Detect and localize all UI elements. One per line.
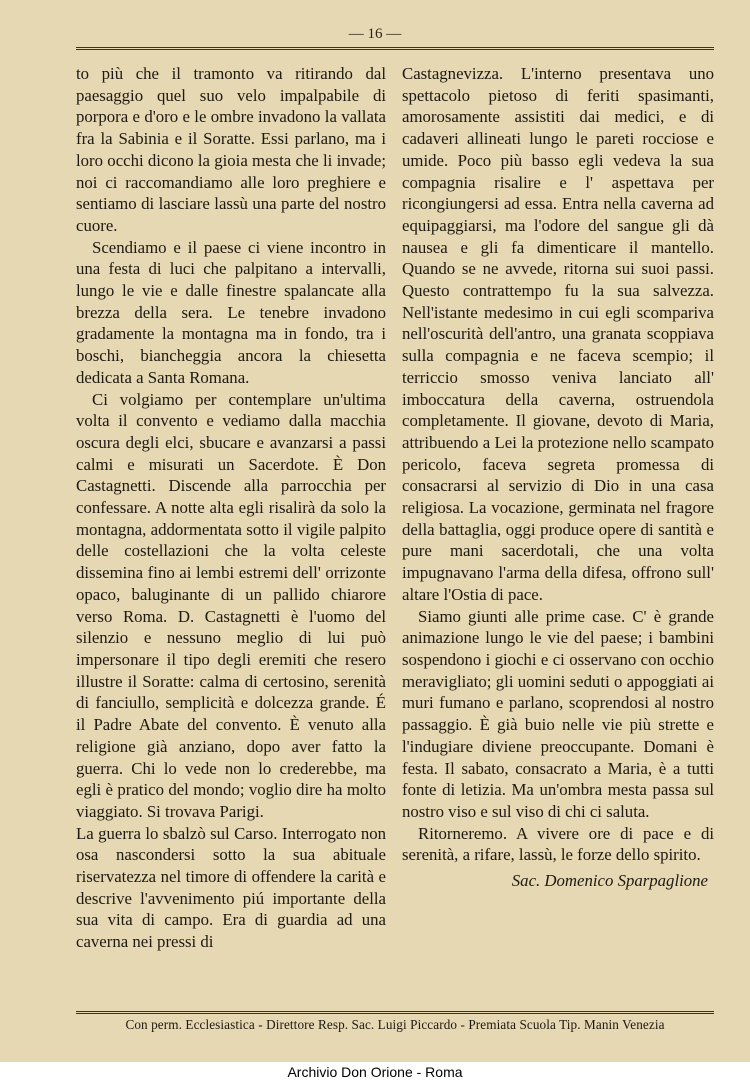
right-column: [402, 63, 714, 892]
paragraph: to più che il tramonto va ritirando dal paesaggio quel suo velo impalpabile di porpora e d'oro e le ombre invadono la vallata fra la Sabinia e il Soratte. Essi parlano, ma i loro occhi dicono la gioia mesta che li invade; noi ci raccomandiamo alle loro preghiere e sentiamo di lasciare lassù una parte del nostro cuore.: [76, 64, 386, 235]
archive-caption: Archivio Don Orione - Roma: [287, 1064, 463, 1080]
page-number: — 16 —: [348, 26, 402, 42]
paragraph: Scendiamo e il paese ci viene incontro in una festa di luci che palpitano a intervalli, lungo le vie e dalle finestre spalancate alla brezza della sera. Le tenebre invadono gradamente la montagna ma in fondo, tra i boschi, biancheggia ancora la chiesetta dedicata a Santa Romana.: [76, 237, 386, 387]
author-signature: Sac. Domenico Sparpaglione: [511, 871, 708, 891]
paragraph: Castagnevizza. L'interno presentava uno spettacolo pietoso di feriti spasimanti, amorosamente assistiti dai medici, e di cadaveri allineati lungo le pareti rocciose e umide. Poco più basso egli vedeva la sua compagnia risalire e l' aspettava per ricongiungersi ad essa. Entra nella caverna ad equipaggiarsi, ma l'odore del sangue gli dà nausea e gli fa dimenticare il mantello. Quando se ne avvede, ritorna sui suoi passi. Questo contrattempo fu la sua salvezza. Nell'istante medesimo in cui egli scompariva nell'oscurità dell'antro, una granata scoppiava sulla compagnia e ne faceva scempio; il terriccio smosso veniva lanciato all' imboccatura della caverna, ostruendola completamente. Il giovane, devoto di Maria, attribuendo a Lei la protezione nello scampato pericolo, faceva segreta promessa di consacrarsi al servizio di Dio in una casa religiosa. La vocazione, germinata nel fragore della battaglia, oggi produce opere di santità e pure mani sacerdotali, che una volta impugnavano l'arma della difesa, offrono sull' altare l'Ostia di pace.: [402, 64, 714, 604]
paragraph: Siamo giunti alle prime case. C' è grande animazione lungo le vie del paese; i bambini sospendono i giochi e ci osservano con occhio meravigliato; gli uomini seduti o appoggiati ai muri fumano e parlano, scoprendosi al nostro passaggio. È già buio nelle vie più strette e l'indugiare diviene preoccupante. Domani è festa. Il sabato, consacrato a Maria, è a tutti fonte di letizia. Ma un'ombra mesta passa sul nostro viso e sul viso di chi ci saluta.: [402, 606, 714, 821]
footer-rule: [76, 1011, 714, 1014]
header-rule: [76, 47, 714, 50]
paragraph: La guerra lo sbalzò sul Carso. Interrogato non osa nascondersi sotto la sua abituale riservatezza nel timore di offendere la carità e descrive l'avvenimento piú importante della sua vita di campo. Era di guardia ad una caverna nei pressi di: [76, 823, 386, 952]
paragraph: Ritorneremo. A vivere ore di pace e di serenità, a rifare, lassù, le forze dello spirito.: [402, 823, 714, 865]
paragraph: Ci volgiamo per contemplare un'ultima volta il convento e vediamo dalla macchia oscura degli elci, sbucare e avanzarsi a passi calmi e misurati un Sacerdote. È Don Castagnetti. Discende alla parrocchia per confessare. A notte alta egli risalirà da solo la montagna, addormentata sotto il vigile palpito delle costellazioni che la volta celeste dissemina fino ai lembi estremi dell' orrizonte opaco, baluginante di un pallido chiarore verso Roma. D. Castagnetti è l'uomo del silenzio e nessuno meglio di lui può impersonare il tipo degli eremiti che resero illustre il Soratte: calma di certosino, serenità di fanciullo, semplicità e dolcezza grande. É il Padre Abate del convento. È venuto alla religione già anziano, dopo aver fatto la guerra. Chi lo vede non lo crederebbe, ma egli è pratico del mondo; voglio dire ha molto viaggiato. Si trovava Parigi.: [76, 389, 386, 821]
left-column: [76, 63, 386, 953]
imprint-footer: Con perm. Ecclesiastica - Direttore Resp. Sac. Luigi Piccardo - Premiata Scuola Tip. Manin Venezia: [125, 1017, 665, 1032]
